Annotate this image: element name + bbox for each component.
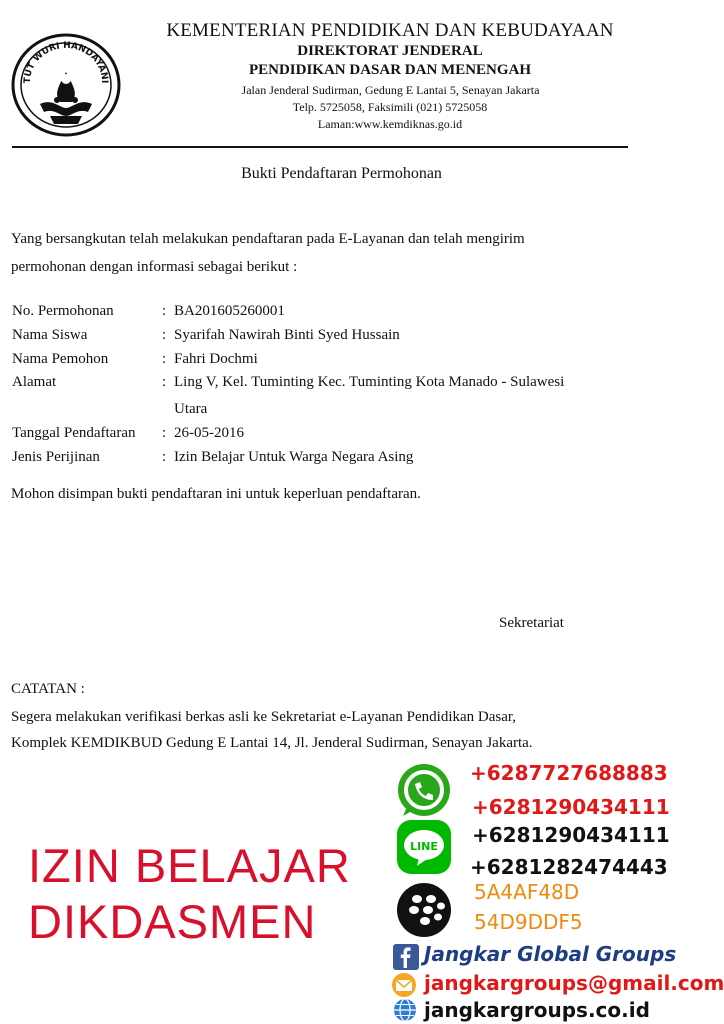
ministry-title: KEMENTERIAN PENDIDIKAN DAN KEBUDAYAAN <box>166 20 614 41</box>
facebook-name: Jangkar Global Groups <box>424 942 677 966</box>
field-value: BA201605260001 <box>174 303 285 319</box>
line-number-1: +6281290434111 <box>472 823 670 847</box>
promo-line-2: DIKDASMEN <box>28 895 317 948</box>
field-value: Fahri Dochmi <box>174 351 258 367</box>
field-label: No. Permohonan <box>12 303 114 319</box>
field-colon: : <box>162 303 167 319</box>
field-label: Alamat <box>12 374 57 390</box>
email-address: jangkargroups@gmail.com <box>424 971 724 995</box>
field-label: Jenis Perijinan <box>12 449 100 465</box>
field-value: Ling V, Kel. Tuminting Kec. Tuminting Kota Manado - Sulawesi <box>174 374 565 390</box>
division-title: PENDIDIKAN DASAR DAN MENENGAH <box>248 62 532 78</box>
globe-icon <box>393 998 417 1022</box>
promo-line-1: IZIN BELAJAR <box>28 839 351 892</box>
field-label: Nama Siswa <box>12 327 88 343</box>
field-colon: : <box>162 374 167 390</box>
catatan-line-2: Komplek KEMDIKBUD Gedung E Lantai 14, Jl. Jenderal Sudirman, Senayan Jakarta. <box>11 735 533 751</box>
letterhead-address: Jalan Jenderal Sudirman, Gedung E Lantai 5, Senayan Jakarta <box>241 83 540 97</box>
field-colon: : <box>162 449 167 465</box>
bbm-pin-1: 5A4AF48D <box>474 880 580 904</box>
document-title: Bukti Pendaftaran Permohonan <box>241 165 442 182</box>
bbm-pin-2: 54D9DDF5 <box>474 910 583 934</box>
website-address: jangkargroups.co.id <box>424 998 650 1022</box>
blackberry-icon <box>393 880 455 940</box>
facebook-icon <box>393 944 419 970</box>
line-number-2: +6281282474443 <box>470 855 668 879</box>
catatan-line-1: Segera melakukan verifikasi berkas asli ke Sekretariat e-Layanan Pendidikan Dasar, <box>11 709 517 725</box>
field-colon: : <box>162 425 167 441</box>
field-value: Syarifah Nawirah Binti Syed Hussain <box>174 327 400 343</box>
letterhead-phone: Telp. 5725058, Faksimili (021) 5725058 <box>292 100 488 114</box>
field-value-alamat-continued: Utara <box>174 401 208 417</box>
whatsapp-number-1: +6287727688883 <box>470 761 668 785</box>
svg-text:TUT WURI HANDAYANI: TUT WURI HANDAYANI <box>22 40 110 84</box>
intro-text-line-1: Yang bersangkutan telah melakukan pendaftaran pada E-Layanan dan telah mengirim <box>11 231 525 247</box>
letterhead-divider <box>12 146 628 148</box>
field-value: 26-05-2016 <box>174 425 244 441</box>
tut-wuri-handayani-logo <box>10 32 122 138</box>
letterhead-website: Laman:www.kemdiknas.go.id <box>317 117 463 131</box>
catatan-label: CATATAN : <box>11 681 85 697</box>
mail-icon <box>391 972 417 998</box>
field-label: Tanggal Pendaftaran <box>12 425 136 441</box>
directorate-title: DIREKTORAT JENDERAL <box>297 43 483 59</box>
signature-sekretariat: Sekretariat <box>499 615 564 631</box>
svg-text:LINE: LINE <box>410 840 438 853</box>
save-note: Mohon disimpan bukti pendaftaran ini untuk keperluan pendaftaran. <box>11 486 421 502</box>
field-label: Nama Pemohon <box>12 351 109 367</box>
field-value: Izin Belajar Untuk Warga Negara Asing <box>174 449 414 465</box>
whatsapp-number-2: +6281290434111 <box>472 795 670 819</box>
field-colon: : <box>162 351 167 367</box>
line-icon <box>393 818 455 878</box>
intro-text-line-2: permohonan dengan informasi sebagai berikut : <box>11 259 298 275</box>
field-colon: : <box>162 327 167 343</box>
whatsapp-icon <box>393 760 455 822</box>
